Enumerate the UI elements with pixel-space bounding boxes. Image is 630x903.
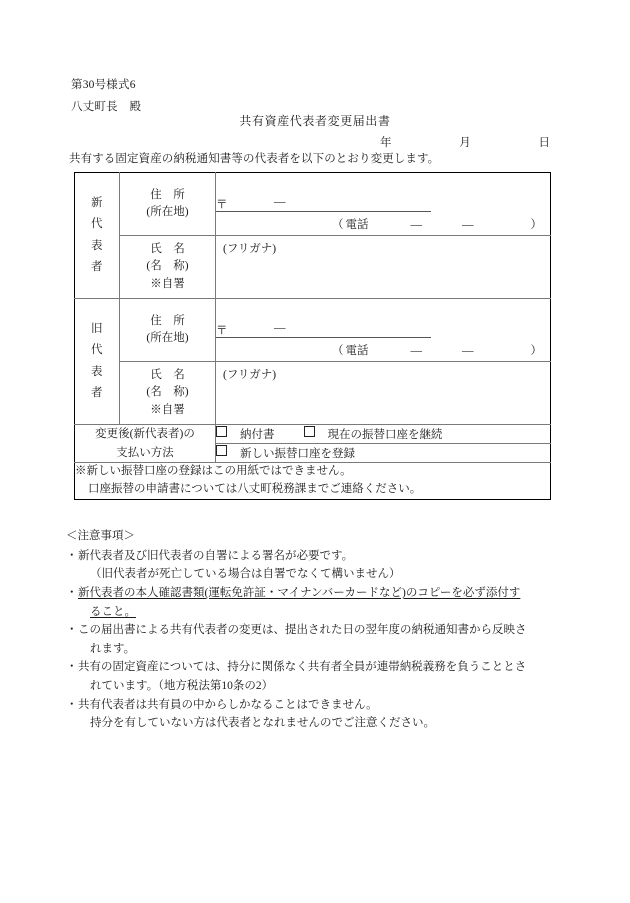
new-rep-postal-rule <box>216 211 431 212</box>
old-rep-tel-label: 電話 <box>345 345 369 357</box>
payment-option-3-label: 新しい振替口座を登録 <box>240 448 355 460</box>
new-rep-address-row <box>75 173 551 236</box>
payment-method-label-line1: 変更後(新代表者)の <box>95 428 195 441</box>
date-day-label: 日 <box>538 137 550 149</box>
old-rep-tel-close: ） <box>530 345 542 357</box>
cautions-heading: ＜注意事項＞ <box>66 530 135 542</box>
new-rep-side-char-4: 者 <box>91 260 103 273</box>
old-rep-address-label-line1: 住 所 <box>150 314 185 327</box>
list-item <box>66 584 566 621</box>
form-code: 第30号様式6 <box>71 79 136 91</box>
table-note-row <box>75 463 551 500</box>
new-rep-tel-close: ） <box>530 219 542 231</box>
new-rep-postal-dash: ― <box>274 195 286 208</box>
caution-text-3-cont: れます。 <box>90 642 136 655</box>
list-item <box>66 621 566 658</box>
intro-sentence: 共有する固定資産の納税通知書等の代表者を以下のとおり変更します。 <box>69 153 440 165</box>
new-rep-side-char-3: 表 <box>91 239 103 252</box>
caution-text-2-main: 新代表者の本人確認書類(運転免許証・マイナンバーカードなど)のコピーを必ず添付す <box>78 586 521 599</box>
caution-text-4-cont: れています。（地方税法第10条の2） <box>90 680 274 692</box>
caution-text-2-cont: ること。 <box>90 605 136 618</box>
new-rep-tel-dash-1: ― <box>410 219 422 231</box>
caution-text-1 <box>78 547 566 584</box>
list-item <box>66 658 566 695</box>
caution-text-1-main: 新代表者及び旧代表者の自署による署名が必要です。 <box>78 549 354 562</box>
new-rep-side-char-2: 代 <box>91 218 103 231</box>
new-rep-tel-dash-2: ― <box>462 219 474 231</box>
caution-text-4 <box>78 658 566 695</box>
old-rep-side-label <box>75 299 120 425</box>
new-rep-name-row <box>75 236 551 299</box>
caution-text-1-cont: （旧代表者が死亡している場合は自署でなくて構いません） <box>90 568 401 581</box>
old-rep-address-row <box>75 299 551 362</box>
old-rep-tel-open: （ <box>332 345 344 357</box>
table-note <box>75 463 551 500</box>
new-rep-name-label-line3: ※自署 <box>150 277 185 290</box>
old-rep-side-char-4: 者 <box>91 386 103 399</box>
old-rep-name-row <box>75 362 551 425</box>
postal-mark-icon: 〒 <box>216 198 228 211</box>
addressee-line: 八丈町長 殿 <box>71 101 142 113</box>
payment-option-1-label: 納付書 <box>240 429 275 441</box>
cautions-section <box>66 527 566 733</box>
bullet-icon: ・ <box>66 586 78 599</box>
new-rep-tel-open: （ <box>332 219 344 231</box>
old-rep-tel-dash-2: ― <box>462 345 474 357</box>
old-rep-postal-line <box>216 323 550 338</box>
caution-text-2 <box>78 584 566 621</box>
old-rep-postal-rule <box>216 337 431 338</box>
new-rep-name-label <box>120 236 216 299</box>
list-item <box>66 547 566 584</box>
caution-text-5 <box>78 696 566 733</box>
caution-text-4-main: 共有の固定資産については、持分に関係なく共有者全員が連帯納税義務を負うこととさ <box>78 661 527 674</box>
payment-method-row-1 <box>75 425 551 444</box>
new-rep-address-label-line2: (所在地) <box>146 206 189 218</box>
old-rep-address-label <box>120 299 216 362</box>
new-rep-address-label <box>120 173 216 236</box>
new-rep-side-label <box>75 173 120 299</box>
old-rep-furigana-label: (フリガナ) <box>223 369 277 381</box>
new-rep-side-char-1: 新 <box>91 196 103 209</box>
payment-option-2-label: 現在の振替口座を継続 <box>327 429 443 441</box>
old-rep-name-label-line3: ※自署 <box>150 403 185 416</box>
old-rep-postal-dash: ― <box>274 321 286 334</box>
bullet-icon: ・ <box>66 624 78 637</box>
new-rep-name-input[interactable] <box>216 236 551 299</box>
payment-method-label <box>75 425 216 463</box>
old-rep-name-label <box>120 362 216 425</box>
checkbox-continue-current-account[interactable] <box>304 426 315 437</box>
new-rep-postal-line <box>216 197 550 212</box>
old-rep-name-input[interactable] <box>216 362 551 425</box>
new-rep-name-label-line1: 氏 名 <box>150 243 185 256</box>
table-note-line-1: ※新しい振替口座の登録はこの用紙ではできません。 <box>75 465 352 477</box>
old-rep-address-label-line2: (所在地) <box>146 332 189 344</box>
caution-text-5-main: 共有代表者は共有員の中からしかなることはできません。 <box>78 698 378 711</box>
document-title: 共有資産代表者変更届出書 <box>239 114 391 128</box>
payment-method-label-line2: 支払い方法 <box>116 446 174 459</box>
bullet-icon: ・ <box>66 661 78 674</box>
old-rep-tel-dash-1: ― <box>410 345 422 357</box>
old-rep-name-label-line1: 氏 名 <box>150 369 185 382</box>
caution-text-3-main: この届出書による共有代表者の変更は、提出された日の翌年度の納税通知書から反映さ <box>78 624 527 637</box>
checkbox-register-new-account[interactable] <box>216 445 227 456</box>
bullet-icon: ・ <box>66 698 78 711</box>
payment-options-row-2 <box>216 444 551 463</box>
old-rep-name-label-line2: (名 称) <box>146 386 189 399</box>
postal-mark-icon: 〒 <box>216 324 228 337</box>
new-rep-furigana-label: (フリガナ) <box>223 243 277 255</box>
caution-text-5-cont: 持分を有していない方は代表者となれませんのでご注意ください。 <box>90 717 435 730</box>
new-rep-tel-label: 電話 <box>345 219 369 231</box>
new-rep-address-label-line1: 住 所 <box>150 188 185 201</box>
checkbox-payment-slip[interactable] <box>216 426 227 437</box>
date-month-label: 月 <box>459 137 471 149</box>
caution-text-3 <box>78 621 566 658</box>
old-rep-address-input[interactable] <box>216 299 551 362</box>
date-line <box>380 134 550 150</box>
payment-options-row-1 <box>216 425 551 444</box>
date-year-label: 年 <box>380 137 392 149</box>
representative-change-table <box>74 172 551 500</box>
old-rep-side-char-3: 表 <box>91 365 103 378</box>
list-item <box>66 696 566 733</box>
old-rep-side-char-2: 代 <box>91 344 103 357</box>
old-rep-side-char-1: 旧 <box>91 322 103 335</box>
table-note-line-2: 口座振替の申請書については八丈町税務課までご連絡ください。 <box>88 482 422 495</box>
bullet-icon: ・ <box>66 549 78 562</box>
old-rep-tel-line[interactable] <box>332 342 542 358</box>
new-rep-tel-line[interactable] <box>332 216 542 232</box>
new-rep-name-label-line2: (名 称) <box>146 260 189 273</box>
new-rep-address-input[interactable] <box>216 173 551 236</box>
